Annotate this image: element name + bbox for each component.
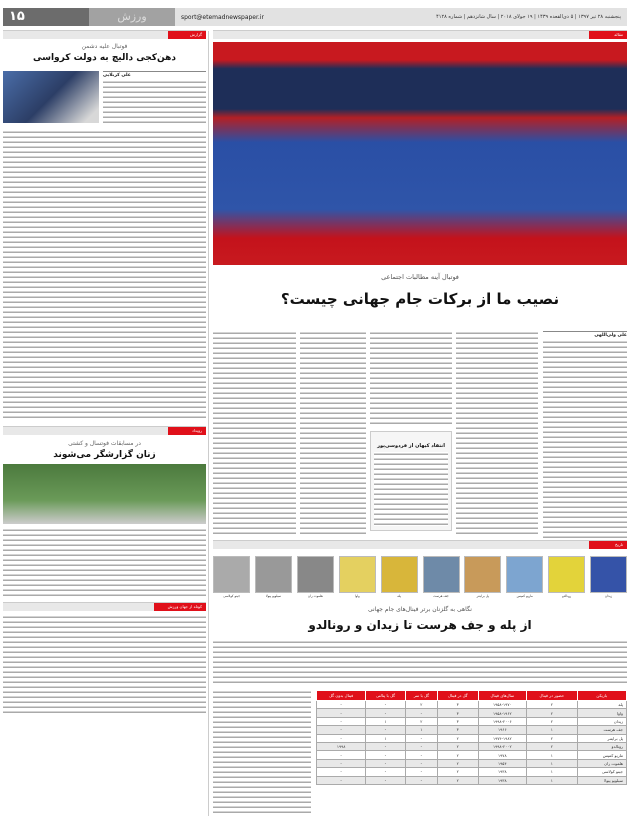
dalic-photo — [3, 71, 99, 123]
player-photo — [423, 556, 460, 593]
table-row: جینو کولاسی ۱ ۱۹۳۸ ۲ - - - — [317, 768, 627, 776]
player-photo — [213, 556, 250, 593]
main-col3 — [370, 331, 452, 427]
player-photo — [255, 556, 292, 593]
player-photo — [548, 556, 585, 593]
quote-body — [374, 452, 448, 526]
history-headline: از پله و جف هرست تا زیدان و رونالدو — [308, 618, 532, 632]
table-row: زیدان ۲ ۱۹۹۸-۲۰۰۶ ۳ ۲ ۱ - — [317, 717, 627, 725]
table-row: واوا ۲ ۱۹۵۸-۱۹۶۲ ۳ - - - — [317, 709, 627, 717]
player-photo — [297, 556, 334, 593]
main-col2 — [456, 331, 538, 537]
email: sport@etemadnewspaper.ir — [181, 13, 264, 21]
table-row: ماریو کمپس ۱ ۱۹۷۸ ۲ - - - — [317, 751, 627, 759]
table-row: پله ۲ ۱۹۵۸-۱۹۷۰ ۳ ۲ - - — [317, 701, 627, 709]
player-photo — [506, 556, 543, 593]
left-top-kicker: فوتبال علیه دشمن — [81, 43, 128, 50]
main-col5 — [213, 331, 296, 537]
article-tag: مقاله — [589, 31, 627, 39]
player-photo — [339, 556, 376, 593]
left-article-body — [3, 130, 206, 420]
main-headline: نصیب ما از برکات جام جهانی چیست؟ — [280, 290, 560, 308]
event-bar — [3, 426, 206, 435]
briefs-tag: کوتاه از جهان ورزش — [154, 603, 206, 611]
history-side — [213, 690, 311, 816]
main-col4 — [300, 331, 366, 537]
briefs-body — [3, 615, 206, 715]
column-divider — [208, 31, 209, 816]
player-photo — [464, 556, 501, 593]
section-title: ورزش — [89, 8, 175, 26]
dateline: پنجشنبه ۲۸ تیر ۱۳۹۷ | ۵ ذی‌القعده ۱۴۳۹ | ۱۹ جولای ۲۰۱۸ | سال شانزدهم | شماره ۴۱۲۸ — [436, 14, 621, 20]
main-author: علی ولی‌اللهی — [543, 331, 627, 338]
table-row: هلموت ران ۱ ۱۹۵۴ ۲ - - - — [317, 759, 627, 767]
article-bar — [213, 30, 627, 39]
left-mid-body — [3, 528, 206, 598]
table-row: رونالدو ۲ ۱۹۹۸-۲۰۰۲ ۲ - - ۱۹۹۸ — [317, 742, 627, 750]
reporter-photo — [3, 464, 206, 524]
left-mid-headline: زنان گزارشگر می‌شوند — [53, 450, 156, 460]
page-header — [3, 8, 627, 26]
table-row: جف هرست ۱ ۱۹۶۶ ۳ ۱ - - — [317, 726, 627, 734]
left-top-headline: دهن‌کجی دالیچ به دولت کرواسی — [33, 53, 176, 63]
left-author: علی کربلایی — [103, 71, 206, 78]
quote-title: انتقاد کیهان از فردوسی‌پور — [377, 443, 445, 449]
iran-team-photo — [213, 42, 627, 265]
table-row: سیلویو پیولا ۱ ۱۹۳۸ ۲ - - - — [317, 776, 627, 784]
main-kicker: فوتبال آینه مطالبات اجتماعی — [381, 273, 459, 281]
header-info — [175, 8, 627, 26]
player-photos: زیدان رونالدو ماریو کمپس پل برایتنر جف هرست پله واوا هلموت ران سیلویو پیولا جینو کولاسی — [213, 556, 627, 598]
left-body-text — [103, 80, 206, 126]
history-tag: تاریخ — [589, 541, 627, 549]
briefs-bar — [3, 602, 206, 611]
player-photo — [590, 556, 627, 593]
left-column — [3, 31, 206, 715]
main-col1 — [543, 340, 627, 540]
left-mid-kicker: در مسابقات فوتسال و کشتی — [68, 440, 141, 447]
history-bar — [213, 540, 627, 549]
event-tag: رویداد — [168, 427, 206, 435]
history-intro — [213, 640, 627, 686]
player-photo — [381, 556, 418, 593]
page-number: ۱۵ — [3, 8, 89, 26]
quote-box — [370, 431, 452, 531]
history-kicker: نگاهی به گلزنان برتر فینال‌های جام جهانی — [368, 606, 472, 613]
report-tag: گزارش — [168, 31, 206, 39]
scorers-table: بازیکن حضور در فینال سال‌های فینال گل در فینال گل با سر گل با پنالتی فینال بدون گل پله ۲ ۱۹۵۸-۱۹۷۰ ۳ ۲ - - واوا ۲ ۱۹۵۸-۱۹۶۲ ۳ - - - زیدان ۲ ۱۹۹۸-۲۰۰۶ ۳ ۲ ۱ - جف هرست ۱ ۱۹۶۶ ۳ ۱ - - پل برایتنر ۲ ۱۹۷۴-۱۹۸۲ ۲ - ۱ - رونالدو ۲ ۱۹۹۸-۲۰۰۲ ۲ - - ۱۹۹۸ ماریو کمپس ۱ ۱۹۷۸ ۲ - - - هلموت ران ۱ ۱۹۵۴ ۲ - - - جینو کولاسی ۱ ۱۹۳۸ ۲ - - - سیلویو پیولا ۱ ۱۹۳۸ ۲ - - - — [316, 690, 627, 785]
table-row: پل برایتنر ۲ ۱۹۷۴-۱۹۸۲ ۲ - ۱ - — [317, 734, 627, 742]
